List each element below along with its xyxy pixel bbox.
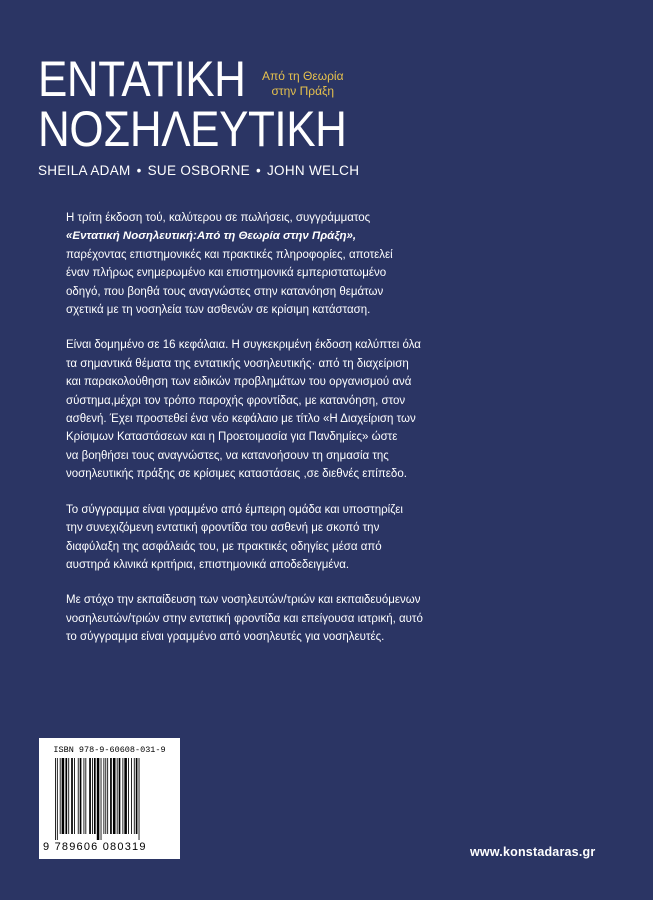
title-line-1: ΕΝΤΑΤΙΚΗ bbox=[38, 51, 246, 107]
publisher-website[interactable]: www.konstadaras.gr bbox=[470, 845, 596, 859]
text-line: την συνεχιζόμενη εντατική φροντίδα του ασθενή με σκοπό την bbox=[66, 522, 380, 535]
text-line: αυστηρά κλινικά κριτήρια, επιστημονικά αποδεδειγμένα. bbox=[66, 558, 350, 571]
paragraph-3 bbox=[66, 501, 446, 575]
text-line: παρέχοντας επιστημονικές και πρακτικές πληροφορίες, αποτελεί bbox=[66, 248, 393, 261]
text-line: Είναι δομημένο σε 16 κεφάλαια. Η συγκεκριμένη έκδοση καλύπτει όλα bbox=[66, 339, 421, 352]
text-line: Κρίσιμων Καταστάσεων και η Προετοιμασία για Πανδημίες» ώστε bbox=[66, 431, 398, 444]
subtitle bbox=[262, 69, 344, 99]
barcode-bars bbox=[55, 758, 165, 840]
paragraph-2 bbox=[66, 336, 446, 483]
text-line: ασθενή. Έχει προστεθεί ένα νέο κεφάλαιο με τίτλο «Η Διαχείριση των bbox=[66, 413, 416, 426]
barcode-digits: 9 789606 080319 bbox=[43, 841, 147, 853]
description-text bbox=[66, 209, 446, 664]
author-name: SUE OSBORNE bbox=[147, 163, 250, 178]
text-line: τα σημαντικά θέματα της εντατικής νοσηλευτικής· από τη διαχείριση bbox=[66, 357, 409, 370]
author-separator: • bbox=[255, 163, 261, 178]
text-line: νοσηλευτικής πράξης σε κρίσιμες καταστάσεις ,σε διεθνές επίπεδο. bbox=[66, 468, 407, 481]
authors-line bbox=[38, 163, 359, 178]
text-line: να βοηθήσει τους αναγνώστες, να κατανοήσουν τη σημασία της bbox=[66, 449, 389, 462]
text-line: Η τρίτη έκδοση τού, καλύτερου σε πωλήσεις, συγγράμματος bbox=[66, 212, 371, 224]
text-line: και παρακολούθηση των ειδικών προβλημάτων του οργανισμού ανά bbox=[66, 376, 412, 389]
author-separator: • bbox=[136, 163, 142, 178]
subtitle-line-1: Από τη Θεωρία bbox=[262, 69, 344, 83]
text-line: σύστημα,μέχρι τον τρόπο παροχής φροντίδας, με κατανόηση, στον bbox=[66, 394, 406, 407]
text-line: Με στόχο την εκπαίδευση των νοσηλευτών/τριών και εκπαιδευόμενων bbox=[66, 594, 421, 607]
text-line: Το σύγγραμμα είναι γραμμένο από έμπειρη ομάδα και υποστηρίζει bbox=[66, 503, 403, 516]
title-line-2: ΝΟΣΗΛΕΥΤΙΚΗ bbox=[38, 101, 347, 157]
subtitle-line-2: στην Πράξη bbox=[271, 84, 335, 98]
text-line: σχετικά με τη νοσηλεία των ασθενών σε κρίσιμη κατάσταση. bbox=[66, 304, 371, 317]
author-name: SHEILA ADAM bbox=[38, 163, 131, 178]
paragraph-4 bbox=[66, 591, 446, 646]
text-line: οδηγό, που βοηθά τους αναγνώστες στην κατανόηση θεμάτων bbox=[66, 285, 384, 298]
text-line: διαφύλαξη της ασφάλειάς του, με πρακτικές οδηγίες μέσα από bbox=[66, 540, 382, 553]
text-line: έναν πλήρως ενημερωμένο και επιστημονικά εμπεριστατωμένο bbox=[66, 267, 387, 280]
text-line: νοσηλευτών/τριών στην εντατική φροντίδα και επείγουσα ιατρική, αυτό bbox=[66, 612, 423, 625]
paragraph-1 bbox=[66, 209, 446, 319]
text-line: το σύγγραμμα είναι γραμμένο από νοσηλευτές για νοσηλευτές. bbox=[66, 631, 385, 644]
book-title-emphasis: «Εντατική Νοσηλευτική:Από τη Θεωρία στην Πράξη», bbox=[66, 230, 357, 243]
isbn-label: ISBN 978-9-60608-031-9 bbox=[53, 745, 166, 755]
isbn-barcode bbox=[39, 738, 180, 859]
author-name: JOHN WELCH bbox=[266, 163, 360, 178]
